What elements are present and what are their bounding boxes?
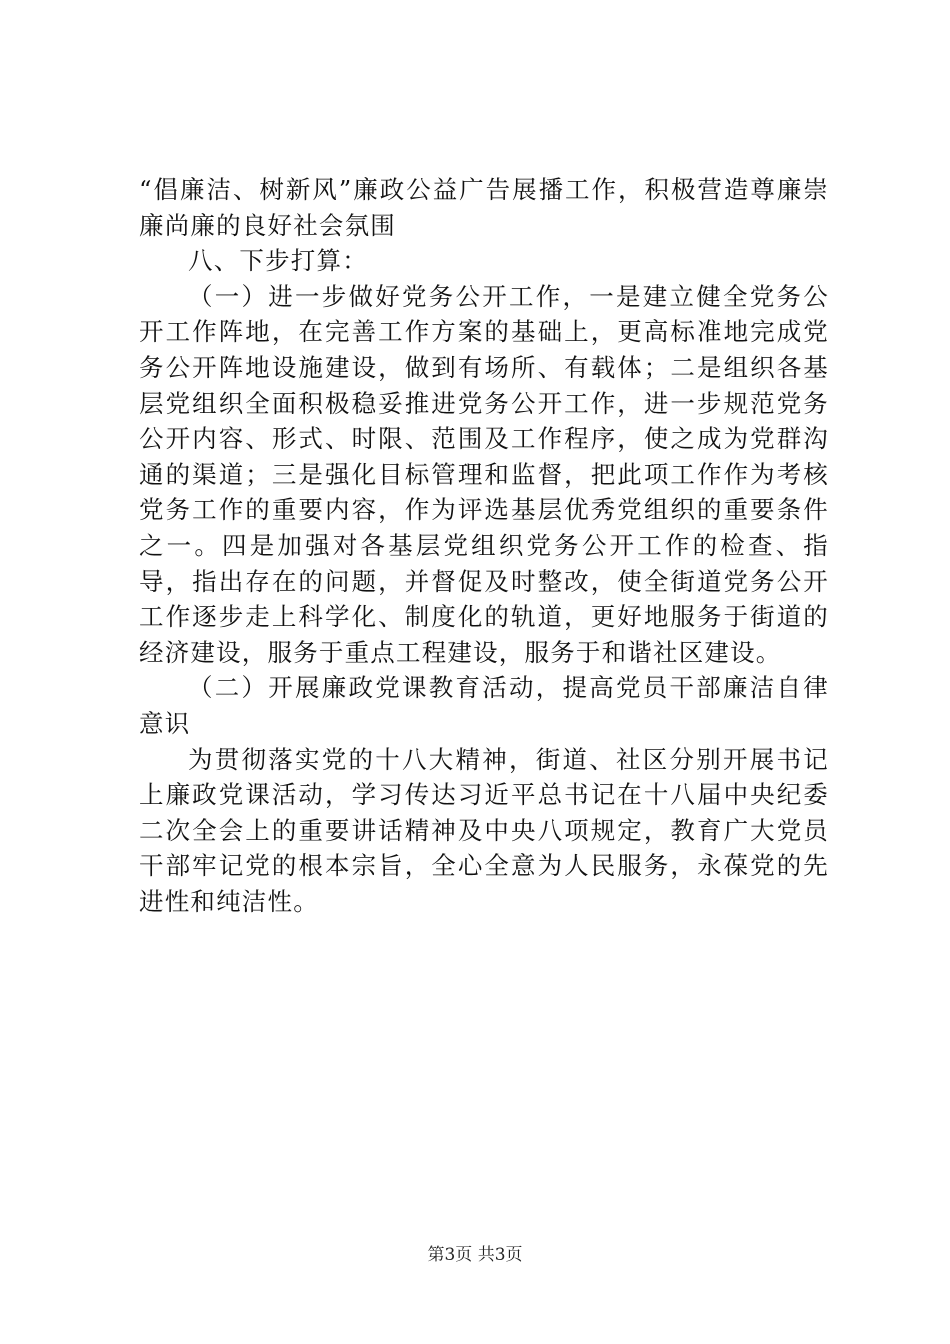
document-body (139, 172, 829, 919)
page-footer: 第3页 共3页 (427, 1245, 523, 1265)
paragraph-item-two-heading: （二）开展廉政党课教育活动，提高党员干部廉洁自律意识 (139, 673, 829, 738)
paragraph-continuation: “倡廉洁、树新风”廉政公益广告展播工作，积极营造尊廉崇廉尚廉的良好社会氛围 (139, 175, 829, 240)
section-heading-next-steps: 八、下步打算： (188, 246, 368, 276)
paragraph-item-two-body: 为贯彻落实党的十八大精神，街道、社区分别开展书记上廉政党课活动，学习传达习近平总书记在十八届中央纪委二次全会上的重要讲话精神及中央八项规定，教育广大党员干部牢记党的根本宗旨，全心全意为人民服务，永葆党的先进性和纯洁性。 (139, 744, 829, 916)
paragraph-item-one: （一）进一步做好党务公开工作，一是建立健全党务公开工作阵地，在完善工作方案的基础上，更高标准地完成党务公开阵地设施建设，做到有场所、有载体；二是组织各基层党组织全面积极稳妥推进党务公开工作，进一步规范党务公开内容、形式、时限、范围及工作程序，使之成为党群沟通的渠道；三是强化目标管理和监督，把此项工作作为考核党务工作的重要内容，作为评选基层优秀党组织的重要条件之一。四是加强对各基层党组织党务公开工作的检查、指导，指出存在的问题，并督促及时整改，使全街道党务公开工作逐步走上科学化、制度化的轨道，更好地服务于街道的经济建设，服务于重点工程建设，服务于和谐社区建设。 (139, 281, 829, 667)
